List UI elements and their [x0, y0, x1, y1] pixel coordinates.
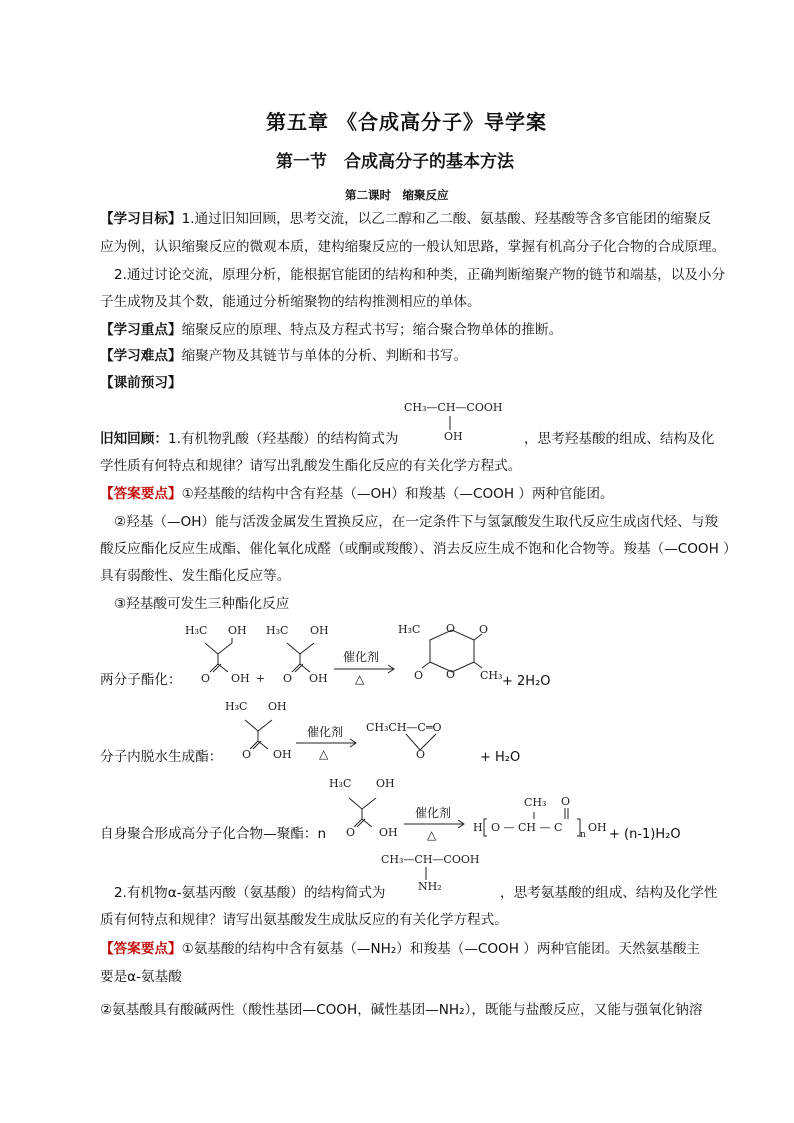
answer1-line2: ②羟基（—OH）能与活泼金属发生置换反应，在一定条件下与氢氯酸发生取代反应生成卤代烃、与羧 [114, 514, 719, 530]
rxn1-heat: △ [355, 672, 365, 686]
lactic-question-line1: 旧知回顾：1.有机物乳酸（羟基酸）的结构简式为 [100, 431, 399, 447]
rxn2-oh-1: OH [268, 700, 287, 713]
rxn1-catalyst: 催化剂 [343, 650, 380, 664]
alanine-question-line2: 质有何特点和规律？请写出氨基酸发生成肽反应的有关化学方程式。 [100, 912, 508, 928]
answer1-label: 【答案要点】 [100, 486, 182, 502]
rxn3-label: 自身聚合形成高分子化合物—聚酯：n [100, 826, 327, 842]
rxn1-prod-h3c: H₃C [398, 623, 421, 636]
rxn3-h: H [473, 821, 483, 834]
rxn2-o: O [242, 748, 252, 761]
rxn2-product: CH₃CH—C═O [366, 721, 442, 734]
lactic-formula-oh: OH [444, 430, 463, 443]
lactic-question-tail: ，思考羟基酸的组成、结构及化 [524, 431, 715, 447]
answer1-line1: 【答案要点】①羟基酸的结构中含有羟基（—OH）和羧基（—COOH ）两种官能团。 [100, 486, 614, 502]
objectives-label: 【学习目标】 [100, 211, 182, 227]
rxn1-o-1: O [201, 672, 211, 685]
rxn3-oh-2: OH [379, 826, 398, 839]
rxn3-catalyst: 催化剂 [415, 806, 452, 820]
objectives-line1: 【学习目标】1.通过旧知回顾，思考交流，以乙二醇和乙二酸、氨基酸、羟基酸等含多官能团的缩聚反 [100, 211, 712, 227]
rxn3-ch3: CH₃ [524, 796, 547, 809]
rxn2-product-o: O [416, 748, 426, 761]
rxn1-oh-1: OH [228, 624, 247, 637]
rxn1-label: 两分子酯化： [100, 672, 182, 688]
objectives-line4: 子生成物及其个数，能通过分析缩聚物的结构推测相应的单体。 [100, 294, 481, 310]
answer2-line1: 【答案要点】①氨基酸的结构中含有氨基（—NH₂）和羧基（—COOH ）两种官能团。天然氨基酸主 [100, 941, 701, 957]
rxn1-prod-o-top: O [479, 623, 489, 636]
answer2-line2: 要是α-氨基酸 [100, 969, 182, 985]
lactic-question-line2: 学性质有何特点和规律？请写出乳酸发生酯化反应的有关化学方程式。 [100, 458, 522, 474]
rxn3-o: O [346, 826, 356, 839]
rxn1-prod-o-ring-bottom: O [446, 668, 456, 681]
answer1-line5: ③羟基酸可发生三种酯化反应 [114, 596, 290, 612]
rxn3-n: n [580, 830, 586, 840]
rxn1-h3c-2: H₃C [266, 624, 289, 637]
alanine-question-line1: 2.有机物α-氨基丙酸（氨基酸）的结构简式为 [114, 885, 386, 901]
rxn1-prod-o-ring-top: O [446, 622, 456, 635]
rxn3-water: + (n-1)H₂O [609, 827, 681, 842]
rxn3-oh-1: OH [376, 777, 395, 790]
rxn3-carbonyl-o: O [561, 795, 571, 808]
objectives-line3: 2.通过讨论交流，原理分析，能根据官能团的结构和种类，正确判断缩聚产物的链节和端基，以及小分 [114, 267, 726, 283]
rxn2-heat: △ [319, 747, 329, 761]
difficulties-label: 【学习难点】 [100, 348, 182, 364]
rxn3-h3c: H₃C [329, 777, 352, 790]
section-title: 第一节 合成高分子的基本方法 [276, 152, 514, 172]
answer2-line3: ②氨基酸具有酸碱两性（酸性基团—COOH，碱性基团—NH₂），既能与盐酸反应，又能与强氧化钠溶 [100, 1002, 703, 1018]
rxn2-oh-2: OH [273, 748, 292, 761]
rxn2-catalyst: 催化剂 [307, 725, 344, 739]
answer2-label: 【答案要点】 [100, 941, 182, 957]
key-points: 【学习重点】缩聚反应的原理、特点及方程式书写；缩合聚合物单体的推断。 [100, 322, 563, 338]
preview-label: 【课前预习】 [100, 375, 182, 391]
rxn1-oh-4: OH [309, 672, 328, 685]
difficulties: 【学习难点】缩聚产物及其链节与单体的分析、判断和书写。 [100, 348, 468, 364]
answer1-line4: 具有弱酸性、发生酯化反应等。 [100, 568, 291, 584]
answer1-line3: 酸反应酯化反应生成酯、催化氧化成醛（或酮或羧酸）、消去反应生成不饱和化合物等。羧基（—COOH ） [100, 541, 737, 557]
rxn2-label: 分子内脱水生成酯： [100, 749, 223, 765]
rxn1-oh-2: OH [231, 672, 250, 685]
rxn2-water: + H₂O [480, 750, 521, 765]
rxn3-oh-end: OH [588, 821, 607, 834]
rxn1-prod-o-bottom: O [414, 669, 424, 682]
review-label: 旧知回顾： [100, 431, 168, 447]
rxn1-o-2: O [283, 672, 293, 685]
rxn1-h3c-1: H₃C [185, 624, 208, 637]
rxn2-h3c: H₃C [225, 700, 248, 713]
alanine-formula-nh2: NH₂ [418, 880, 442, 893]
rxn1-plus: + [256, 672, 266, 685]
key-points-label: 【学习重点】 [100, 322, 182, 338]
alanine-question-tail: ，思考氨基酸的组成、结构及化学性 [500, 885, 718, 901]
lactic-formula-top: CH₃—CH—COOH [404, 401, 503, 414]
page-title: 第五章 《合成高分子》导学案 [266, 110, 547, 134]
lesson-title: 第二课时 缩聚反应 [345, 188, 449, 202]
alanine-formula-top: CH₃—CH—COOH [381, 853, 480, 866]
rxn3-heat: △ [427, 828, 437, 842]
rxn1-prod-ch3: CH₃ [480, 669, 503, 682]
rxn1-oh-3: OH [310, 624, 329, 637]
rxn1-water: + 2H₂O [502, 674, 551, 689]
objectives-line2: 应为例，认识缩聚反应的微观本质，建构缩聚反应的一般认知思路，掌握有机高分子化合物的合成原理。 [100, 239, 726, 255]
rxn3-chain: O — CH — C [491, 821, 563, 834]
